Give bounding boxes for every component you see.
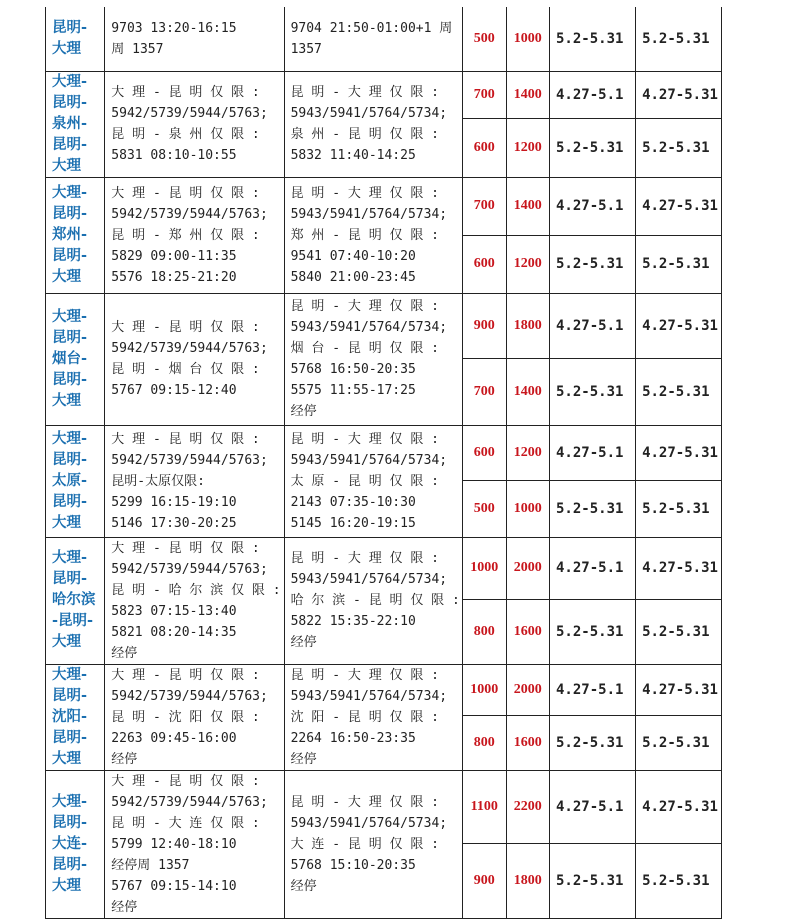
table-row (46, 7, 793, 71)
empty-cell (722, 358, 793, 425)
text-line: 昆明- (52, 247, 88, 264)
fare-round-trip-cell: 1200 (506, 235, 549, 293)
text-line: 9704 21:50-01:00+1 周 (290, 20, 453, 36)
route-cell (46, 7, 105, 71)
text-line: 5840 21:00-23:45 (290, 269, 416, 285)
text-line: 经停 (290, 878, 317, 894)
fare-one-way-cell: 900 (463, 293, 506, 358)
text-line: 5943/5941/5764/5734; (290, 320, 448, 335)
fare-round-trip-cell: 1400 (506, 71, 549, 118)
table-row (46, 664, 793, 716)
text-line: 2264 16:50-23:35 (290, 730, 416, 746)
text-line: 昆明- (52, 136, 88, 153)
table-row (46, 425, 793, 480)
text-line: 沈阳- (52, 708, 88, 725)
text-line: 5829 09:00-11:35 (111, 248, 237, 264)
empty-cell (722, 537, 793, 600)
text-line: 昆 明 - 大 理 仅 限 : (290, 667, 440, 683)
text-line: 昆明- (52, 94, 88, 111)
sale-period-cell: 5.2-5.31 (550, 235, 636, 293)
empty-cell (722, 843, 793, 918)
sale-period-cell: 5.2-5.31 (550, 716, 636, 770)
text-line: 昆 明 - 大 理 仅 限 : (290, 299, 440, 314)
empty-cell (722, 480, 793, 537)
text-line: 大理 (52, 877, 81, 894)
text-line: 昆 明 - 大 理 仅 限 : (290, 431, 440, 447)
fare-one-way-cell: 700 (463, 177, 506, 235)
text-line: 大 理 - 昆 明 仅 限 : (111, 540, 260, 556)
text-line: 昆 明 - 郑 州 仅 限 : (111, 227, 260, 243)
text-line: 经停 (290, 404, 317, 419)
empty-cell (722, 7, 793, 71)
fare-round-trip-cell: 1600 (506, 600, 549, 664)
return-flights-cell (284, 293, 462, 425)
text-line: 大 理 - 昆 明 仅 限 : (111, 431, 260, 447)
text-line: 大理 (52, 40, 81, 57)
text-line: 5146 17:30-20:25 (111, 515, 237, 531)
travel-period-cell: 5.2-5.31 (636, 235, 722, 293)
text-line: 5821 08:20-14:35 (111, 624, 237, 640)
text-line: 经停 (290, 751, 317, 767)
route-cell (46, 177, 105, 293)
fare-one-way-cell: 900 (463, 843, 506, 918)
route-cell (46, 664, 105, 770)
sale-period-cell: 4.27-5.1 (550, 537, 636, 600)
table-row (46, 537, 793, 600)
text-line: 5799 12:40-18:10 (111, 836, 237, 852)
return-flights-cell (284, 7, 462, 71)
text-line: 5943/5941/5764/5734; (290, 815, 448, 831)
table-row (46, 293, 793, 358)
empty-cell (722, 177, 793, 235)
return-flights-cell (284, 770, 462, 918)
text-line: 昆明- (52, 856, 88, 873)
text-line: 5943/5941/5764/5734; (290, 106, 448, 121)
text-line: 郑 州 - 昆 明 仅 限 : (290, 227, 440, 243)
text-line: 大理 (52, 634, 81, 650)
outbound-flights-cell (105, 7, 284, 71)
sale-period-cell: 4.27-5.1 (550, 71, 636, 118)
fare-round-trip-cell: 1600 (506, 716, 549, 770)
text-line: 大理- (52, 430, 88, 447)
sale-period-cell: 4.27-5.1 (550, 770, 636, 843)
travel-period-cell: 4.27-5.31 (636, 293, 722, 358)
text-line: 烟 台 - 昆 明 仅 限 : (290, 341, 440, 356)
text-line: 周 1357 (111, 41, 164, 57)
fare-one-way-cell: 700 (463, 71, 506, 118)
text-line: 太原- (52, 472, 88, 489)
route-cell (46, 71, 105, 177)
text-line: 昆 明 - 哈 尔 滨 仅 限 : (111, 582, 281, 598)
text-line: 昆 明 - 大 理 仅 限 : (290, 794, 440, 810)
text-line: 大 理 - 昆 明 仅 限 : (111, 85, 260, 100)
text-line: 5942/5739/5944/5763; (111, 561, 268, 577)
text-line: 哈尔滨 (52, 592, 96, 608)
travel-period-cell: 4.27-5.31 (636, 770, 722, 843)
fare-one-way-cell: 1000 (463, 664, 506, 716)
outbound-flights-cell (105, 177, 284, 293)
route-cell (46, 770, 105, 918)
empty-cell (722, 664, 793, 716)
sale-period-cell: 4.27-5.1 (550, 664, 636, 716)
text-line: 经停 (111, 645, 138, 661)
sale-period-cell: 4.27-5.1 (550, 293, 636, 358)
fare-round-trip-cell: 1200 (506, 118, 549, 177)
text-line: 5299 16:15-19:10 (111, 494, 237, 510)
text-line: 昆 明 - 沈 阳 仅 限 : (111, 709, 260, 725)
fare-round-trip-cell: 1800 (506, 843, 549, 918)
travel-period-cell: 4.27-5.31 (636, 664, 722, 716)
text-line: 泉州- (52, 115, 88, 132)
text-line: 5942/5739/5944/5763; (111, 106, 268, 121)
sale-period-cell: 5.2-5.31 (550, 7, 636, 71)
fare-one-way-cell: 600 (463, 235, 506, 293)
text-line: 大理- (52, 793, 88, 810)
flight-fare-table (45, 7, 793, 919)
fare-round-trip-cell: 1000 (506, 480, 549, 537)
text-line: 大理 (52, 392, 81, 409)
text-line: 大理 (52, 268, 81, 285)
text-line: 5831 08:10-10:55 (111, 148, 237, 163)
text-line: 5145 16:20-19:15 (290, 515, 416, 531)
return-flights-cell (284, 177, 462, 293)
text-line: 昆 明 - 大 理 仅 限 : (290, 551, 440, 566)
text-line: 5822 15:35-22:10 (290, 614, 416, 629)
text-line: 大 理 - 昆 明 仅 限 : (111, 773, 260, 789)
outbound-flights-cell (105, 425, 284, 537)
text-line: 昆明- (52, 571, 88, 587)
route-cell (46, 293, 105, 425)
text-line: 大理- (52, 308, 88, 325)
text-line: 5943/5941/5764/5734; (290, 688, 448, 704)
travel-period-cell: 4.27-5.31 (636, 537, 722, 600)
travel-period-cell: 5.2-5.31 (636, 118, 722, 177)
text-line: 5942/5739/5944/5763; (111, 794, 268, 810)
text-line: 2143 07:35-10:30 (290, 494, 416, 510)
text-line: 5768 16:50-20:35 (290, 362, 416, 377)
text-line: 昆明- (52, 814, 88, 831)
fare-one-way-cell: 500 (463, 480, 506, 537)
text-line: 9703 13:20-16:15 (111, 20, 237, 36)
fare-one-way-cell: 600 (463, 118, 506, 177)
table-row (46, 770, 793, 843)
text-line: 哈 尔 滨 - 昆 明 仅 限 : (290, 593, 460, 608)
outbound-flights-cell (105, 293, 284, 425)
text-line: 大 理 - 昆 明 仅 限 : (111, 667, 260, 683)
travel-period-cell: 5.2-5.31 (636, 716, 722, 770)
return-flights-cell (284, 664, 462, 770)
text-line: 郑州- (52, 226, 88, 243)
text-line: 大理- (52, 73, 88, 90)
travel-period-cell: 4.27-5.31 (636, 71, 722, 118)
text-line: 泉 州 - 昆 明 仅 限 : (290, 127, 440, 142)
text-line: 大理 (52, 514, 81, 531)
travel-period-cell: 4.27-5.31 (636, 177, 722, 235)
text-line: 5575 11:55-17:25 (290, 383, 416, 398)
text-line: 昆 明 - 烟 台 仅 限 : (111, 362, 260, 377)
empty-cell (722, 600, 793, 664)
text-line: 5943/5941/5764/5734; (290, 572, 448, 587)
text-line: 昆明- (52, 451, 88, 468)
text-line: 昆明- (52, 493, 88, 510)
text-line: 大 连 - 昆 明 仅 限 : (290, 836, 440, 852)
text-line: 5942/5739/5944/5763; (111, 452, 268, 468)
sale-period-cell: 5.2-5.31 (550, 843, 636, 918)
fare-round-trip-cell: 2200 (506, 770, 549, 843)
sale-period-cell: 4.27-5.1 (550, 425, 636, 480)
fare-one-way-cell: 600 (463, 425, 506, 480)
fare-one-way-cell: 1000 (463, 537, 506, 600)
outbound-flights-cell (105, 770, 284, 918)
fare-one-way-cell: 800 (463, 600, 506, 664)
text-line: 大理 (52, 750, 81, 767)
text-line: 昆 明 - 大 理 仅 限 : (290, 85, 440, 100)
table-row (46, 71, 793, 118)
text-line: 昆明- (52, 729, 88, 746)
text-line: 大 理 - 昆 明 仅 限 : (111, 320, 260, 335)
outbound-flights-cell (105, 664, 284, 770)
text-line: -昆明- (52, 613, 94, 629)
text-line: 经停 (290, 635, 317, 650)
fare-one-way-cell: 800 (463, 716, 506, 770)
text-line: 5943/5941/5764/5734; (290, 452, 448, 468)
text-line: 5823 07:15-13:40 (111, 603, 237, 619)
travel-period-cell: 5.2-5.31 (636, 7, 722, 71)
text-line: 5832 11:40-14:25 (290, 148, 416, 163)
return-flights-cell (284, 425, 462, 537)
text-line: 昆明- (52, 205, 88, 222)
text-line: 2263 09:45-16:00 (111, 730, 237, 746)
empty-cell (722, 716, 793, 770)
text-line: 5767 09:15-12:40 (111, 383, 237, 398)
text-line: 大理- (52, 666, 88, 683)
text-line: 沈 阳 - 昆 明 仅 限 : (290, 709, 440, 725)
table-row (46, 177, 793, 235)
text-line: 5943/5941/5764/5734; (290, 206, 448, 222)
text-line: 大理- (52, 550, 88, 566)
text-line: 5576 18:25-21:20 (111, 269, 237, 285)
fare-one-way-cell: 500 (463, 7, 506, 71)
text-line: 大理- (52, 184, 88, 201)
text-line: 太 原 - 昆 明 仅 限 : (290, 473, 440, 489)
text-line: 昆明- (52, 329, 88, 346)
sale-period-cell: 4.27-5.1 (550, 177, 636, 235)
route-cell (46, 425, 105, 537)
fare-round-trip-cell: 1400 (506, 177, 549, 235)
text-line: 烟台- (52, 350, 88, 367)
text-line: 5942/5739/5944/5763; (111, 688, 268, 704)
sale-period-cell: 5.2-5.31 (550, 600, 636, 664)
text-line: 昆 明 - 大 理 仅 限 : (290, 185, 440, 201)
sale-period-cell: 5.2-5.31 (550, 480, 636, 537)
travel-period-cell: 5.2-5.31 (636, 600, 722, 664)
fare-round-trip-cell: 1200 (506, 425, 549, 480)
empty-cell (722, 425, 793, 480)
empty-cell (722, 71, 793, 118)
outbound-flights-cell (105, 71, 284, 177)
text-line: 昆明- (52, 371, 88, 388)
text-line: 经停周 1357 (111, 857, 190, 873)
text-line: 昆 明 - 大 连 仅 限 : (111, 815, 260, 831)
text-line: 昆明- (52, 687, 88, 704)
text-line: 昆 明 - 泉 州 仅 限 : (111, 127, 260, 142)
fare-round-trip-cell: 2000 (506, 664, 549, 716)
text-line: 大理 (52, 157, 81, 174)
text-line: 昆明- (52, 19, 88, 36)
travel-period-cell: 4.27-5.31 (636, 425, 722, 480)
return-flights-cell (284, 537, 462, 664)
travel-period-cell: 5.2-5.31 (636, 480, 722, 537)
fare-one-way-cell: 700 (463, 358, 506, 425)
travel-period-cell: 5.2-5.31 (636, 843, 722, 918)
fare-round-trip-cell: 1800 (506, 293, 549, 358)
fare-round-trip-cell: 1400 (506, 358, 549, 425)
outbound-flights-cell (105, 537, 284, 664)
text-line: 9541 07:40-10:20 (290, 248, 416, 264)
return-flights-cell (284, 71, 462, 177)
text-line: 经停 (111, 751, 138, 767)
text-line: 大 理 - 昆 明 仅 限 : (111, 185, 260, 201)
empty-cell (722, 235, 793, 293)
empty-cell (722, 293, 793, 358)
text-line: 5768 15:10-20:35 (290, 857, 416, 873)
travel-period-cell: 5.2-5.31 (636, 358, 722, 425)
sale-period-cell: 5.2-5.31 (550, 118, 636, 177)
text-line: 5942/5739/5944/5763; (111, 206, 268, 222)
fare-one-way-cell: 1100 (463, 770, 506, 843)
text-line: 5942/5739/5944/5763; (111, 341, 268, 356)
text-line: 1357 (290, 41, 322, 57)
sale-period-cell: 5.2-5.31 (550, 358, 636, 425)
fare-round-trip-cell: 1000 (506, 7, 549, 71)
route-cell (46, 537, 105, 664)
text-line: 5767 09:15-14:10 (111, 878, 237, 894)
text-line: 经停 (111, 899, 138, 915)
empty-cell (722, 118, 793, 177)
text-line: 大连- (52, 835, 88, 852)
empty-cell (722, 770, 793, 843)
fare-round-trip-cell: 2000 (506, 537, 549, 600)
text-line: 昆明-太原仅限: (111, 473, 205, 489)
